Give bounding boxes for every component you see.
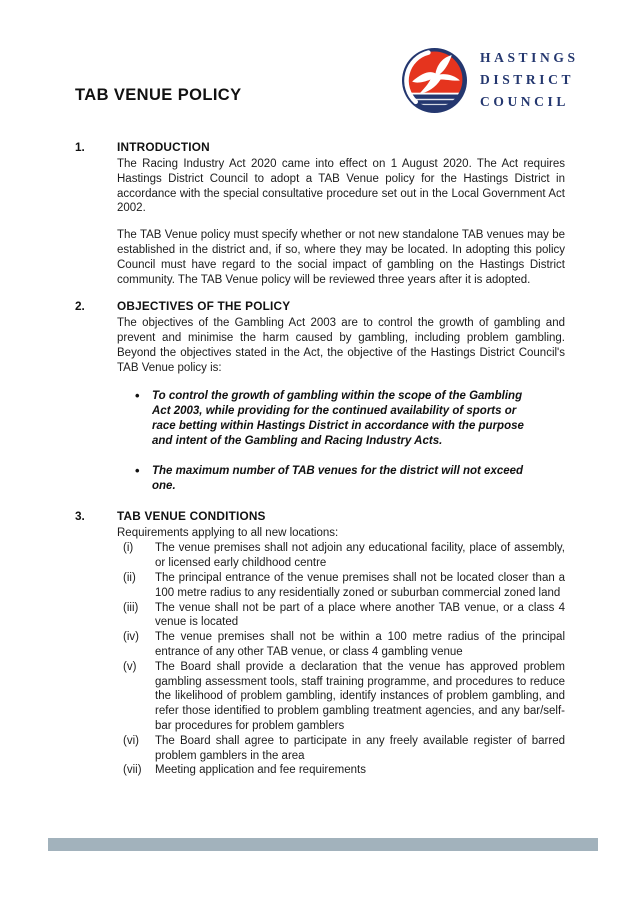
section-number: 3. (75, 508, 85, 523)
condition-label: (v) (123, 660, 137, 673)
condition-text: The venue premises shall not be within a 100 metre radius of the principal entrance of any other TAB venue, or class 4 gambling venue (155, 631, 565, 658)
council-name-line: DISTRICT (480, 72, 575, 87)
condition-label: (i) (123, 542, 134, 555)
paragraph: The Racing Industry Act 2020 came into effect on 1 August 2020. The Act requires Hastings District Council to adopt a TAB Venue policy for the Hastings District in accordance with the special consultative procedure set out in the Local Government Act 2002. (117, 158, 565, 215)
bullet-item: • To control the growth of gambling within the scope of the Gambling Act 2003, while providing for the continued availability of sports or race betting within Hastings District in accordance with the purpose and intent of the Gambling and Racing Industry Acts. (117, 389, 530, 449)
section-heading: OBJECTIVES OF THE POLICY (117, 299, 291, 314)
paragraph: The TAB Venue policy must specify whether or not new standalone TAB venues may be established in the district and, if so, where they may be located. In adopting this policy Council must have regard to the social impact of gambling on the Hastings District community. The TAB Venue policy will be reviewed three years after it is adopted. (117, 229, 565, 286)
condition-text: The Board shall provide a declaration that the venue has approved problem gambling assessment tools, staff training programme, and procedures to reduce the likelihood of problem gambling, identify instances of problem gambling, and refer those identified to problem gambling treatment agencies, and any bar/self-bar procedures for problem gamblers (155, 660, 565, 732)
condition-label: (iv) (123, 631, 139, 644)
bullet-item: • The maximum number of TAB venues for the district will not exceed one. (117, 464, 530, 494)
paragraph: The objectives of the Gambling Act 2003 are to control the growth of gambling and prevent and minimise the harm caused by gambling, including problem gambling. Beyond the objectives stated in the Act, the objective of the Hastings District Council's TAB Venue policy is: (117, 317, 565, 374)
section-number: 2. (75, 299, 85, 314)
condition-text: The principal entrance of the venue premises shall not be located closer than a 100 metre radius to any residentially zoned or suburban commercial zoned land (155, 571, 565, 599)
document-body (75, 140, 565, 788)
section-number: 1. (75, 140, 85, 154)
condition-label: (ii) (123, 571, 136, 584)
section-conditions (75, 509, 565, 779)
council-name-line: COUNCIL (480, 94, 569, 109)
page-title: TAB VENUE POLICY (75, 86, 242, 104)
condition-label: (iii) (123, 601, 139, 614)
objective-bullet-list (117, 389, 565, 494)
condition-label: (vii) (123, 764, 142, 777)
condition-text: Meeting application and fee requirements (155, 764, 366, 777)
conditions-list (117, 541, 565, 778)
condition-item (123, 541, 565, 571)
condition-label: (vi) (123, 734, 139, 747)
condition-text: The venue premises shall not adjoin any educational facility, place of assembly, or licensed early childhood centre (155, 542, 565, 570)
condition-item (123, 734, 565, 764)
footer-bar (48, 838, 598, 851)
council-name (480, 47, 579, 113)
section-heading: INTRODUCTION (117, 140, 210, 154)
condition-item (123, 660, 565, 734)
condition-item (123, 630, 565, 660)
condition-text: The venue shall not be part of a place where another TAB venue, or a class 4 venue is located (155, 601, 565, 629)
section-heading: TAB VENUE CONDITIONS (117, 508, 266, 523)
section-objectives (75, 299, 565, 493)
condition-item (123, 571, 565, 601)
conditions-intro: Requirements applying to all new locations: (117, 526, 339, 539)
council-logo (402, 47, 579, 113)
condition-item (123, 601, 565, 631)
section-introduction (75, 140, 565, 287)
council-name-line: HASTINGS (480, 50, 579, 65)
council-logo-icon (402, 48, 467, 113)
condition-text: The Board shall agree to participate in any freely available register of barred problem gamblers in the area (155, 734, 565, 762)
condition-item (123, 763, 565, 778)
